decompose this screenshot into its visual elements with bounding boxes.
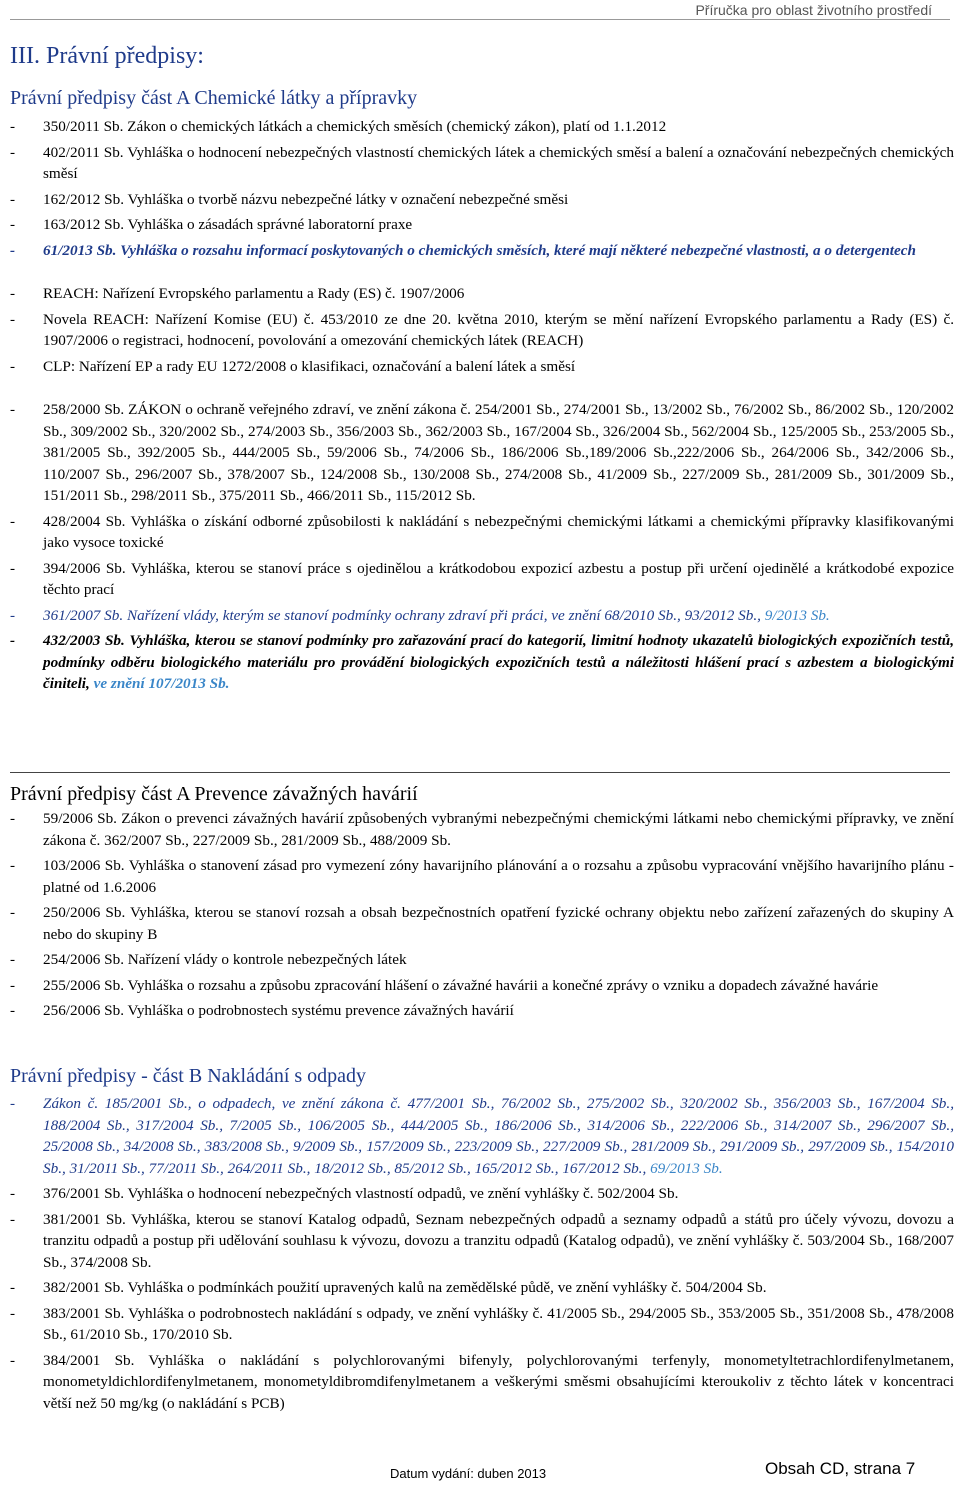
list-item: - 402/2011 Sb. Vyhláška o hodnocení nebezpečných vlastností chemických látek a chemických směsí a balení a označování nebezpečných chemických směsí — [10, 142, 954, 185]
list-item: - 163/2012 Sb. Vyhláška o zásadách správné laboratorní praxe — [10, 214, 954, 236]
item-text: 432/2003 Sb. Vyhláška, kterou se stanoví podmínky pro zařazování prací do kategorií, limitní hodnoty ukazatelů biologických expozičních testů, podmínky odběru biologického materiálu pro provádění biologických expozičních testů a náležitosti hlášení prací s azbestem a biologickými činiteli, — [43, 632, 954, 692]
list-item: - 383/2001 Sb. Vyhláška o podrobnostech nakládání s odpady, ve znění vyhlášky č. 41/2005 Sb., 294/2005 Sb., 353/2005 Sb., 351/2008 Sb., 478/2008 Sb., 61/2010 Sb., 170/2010 Sb. — [10, 1303, 954, 1346]
item-text: Zákon č. 185/2001 Sb., o odpadech, ve znění zákona č. 477/2001 Sb., 76/2002 Sb., 275/2002 Sb., 320/2002 Sb., 356/2003 Sb., 167/2004 Sb., 188/2004 Sb., 317/2004 Sb., 7/2005 Sb., 106/2005 Sb., 444/2005 Sb., 186/2006 Sb., 314/2006 Sb., 222/2006 Sb., 314/2007 Sb., 296/2007 Sb., 25/2008 Sb., 34/2008 Sb., 383/2008 Sb., 9/2009 Sb., 157/2009 Sb., 223/2009 Sb., 227/2009 Sb., 281/2009 Sb., 291/2009 Sb., 297/2009 Sb., 154/2010 Sb., 31/2011 Sb., 77/2011 Sb., 264/2011 Sb., 18/2012 Sb., 85/2012 Sb., 165/2012 Sb., 167/2012 Sb., — [43, 1095, 954, 1177]
list-item: - 162/2012 Sb. Vyhláška o tvorbě názvu nebezpečné látky v označení nebezpečné směsi — [10, 189, 954, 211]
section-heading-chemicals: Právní předpisy část A Chemické látky a přípravky — [10, 87, 418, 109]
chemicals-list — [10, 116, 954, 699]
list-item: - 250/2006 Sb. Vyhláška, kterou se stanoví rozsah a obsah bezpečnostních opatření fyzické ochrany objektu nebo zařízení zařazených do skupiny A nebo do skupiny B — [10, 902, 954, 945]
running-header: Příručka pro oblast životního prostředí — [695, 2, 932, 18]
header-rule — [10, 19, 950, 20]
list-item: - 381/2001 Sb. Vyhláška, kterou se stanoví Katalog odpadů, Seznam nebezpečných odpadů a seznamy odpadů a států pro účely vývozu, dovozu a tranzitu odpadů a postup při udělování souhlasu k vývozu, dovozu a tranzitu odpadů (Katalog odpadů), ve znění vyhlášky č. 503/2004 Sb., 168/2007 Sb., 374/2008 Sb. — [10, 1209, 954, 1274]
list-item: - 428/2004 Sb. Vyhláška o získání odborné způsobilosti k nakládání s nebezpečnými chemickými látkami a chemickými přípravky klasifikovanými jako vysoce toxické — [10, 511, 954, 554]
list-item: - 61/2013 Sb. Vyhláška o rozsahu informací poskytovaných o chemických směsích, které mají některé nebezpečné vlastnosti, a o detergentech — [10, 240, 954, 262]
list-item: - REACH: Nařízení Evropského parlamentu a Rady (ES) č. 1907/2006 — [10, 283, 954, 305]
list-item: - 394/2006 Sb. Vyhláška, kterou se stanoví práce s ojedinělou a krátkodobou expozicí azbestu a postup při určení ojedinělé a krátkodobé expozice těchto prací — [10, 558, 954, 601]
section-divider — [10, 772, 950, 773]
list-item: - 376/2001 Sb. Vyhláška o hodnocení nebezpečných vlastností odpadů, ve znění vyhlášky č. 502/2004 Sb. — [10, 1183, 954, 1205]
list-item: - 384/2001 Sb. Vyhláška o nakládání s polychlorovanými bifenyly, polychlorovanými terfenyly, monometyltetrachlordifenylmetanem, monometyldichlordifenylmetanem, monometyldibromdifenylmetanem a veškerými směsmi obsahujícími kteroukoliv z těchto látek v koncentraci větší než 50 mg/kg (o nakládání s PCB) — [10, 1350, 954, 1415]
amendment-link[interactable]: 9/2013 Sb. — [764, 606, 830, 624]
section-heading-accidents: Právní předpisy část A Prevence závažných havárií — [10, 783, 418, 805]
page-title: III. Právní předpisy: — [10, 43, 204, 69]
list-item: - 256/2006 Sb. Vyhláška o podrobnostech systému prevence závažných havárií — [10, 1000, 954, 1022]
amendment-link[interactable]: ve znění 107/2013 Sb. — [93, 675, 230, 692]
accidents-list — [10, 808, 954, 1026]
list-item: - 350/2011 Sb. Zákon o chemických látkách a chemických směsích (chemický zákon), platí od 1.1.2012 — [10, 116, 954, 138]
list-item — [10, 1093, 954, 1179]
list-item: - 382/2001 Sb. Vyhláška o podmínkách použití upravených kalů na zemědělské půdě, ve znění vyhlášky č. 504/2004 Sb. — [10, 1277, 954, 1299]
list-item — [10, 630, 954, 695]
waste-list — [10, 1093, 954, 1418]
section-heading-waste: Právní předpisy - část B Nakládání s odpady — [10, 1065, 367, 1087]
list-item: - 258/2000 Sb. ZÁKON o ochraně veřejného zdraví, ve znění zákona č. 254/2001 Sb., 274/2001 Sb., 13/2002 Sb., 76/2002 Sb., 86/2002 Sb., 120/2002 Sb., 309/2002 Sb., 320/2002 Sb., 274/2003 Sb., 356/2003 Sb., 362/2003 Sb., 167/2004 Sb., 326/2004 Sb., 562/2004 Sb., 125/2005 Sb., 253/2005 Sb., 381/2005 Sb., 392/2005 Sb., 444/2005 Sb., 59/2006 Sb., 74/2006 Sb., 186/2006 Sb.,189/2006 Sb.,222/2006 Sb., 264/2006 Sb., 342/2006 Sb., 110/2007 Sb., 296/2007 Sb., 378/2007 Sb., 124/2008 Sb., 130/2008 Sb., 274/2008 Sb., 41/2009 Sb., 227/2009 Sb., 281/2009 Sb., 301/2009 Sb., 151/2011 Sb., 298/2011 Sb., 375/2011 Sb., 466/2011 Sb., 115/2012 Sb. — [10, 399, 954, 507]
amendment-link[interactable]: 69/2013 Sb. — [650, 1159, 723, 1177]
footer-page-number: Obsah CD, strana 7 — [765, 1459, 916, 1478]
list-item: - 254/2006 Sb. Nařízení vlády o kontrole nebezpečných látek — [10, 949, 954, 971]
item-text: 361/2007 Sb. Nařízení vlády, kterým se stanoví podmínky ochrany zdraví při práci, ve znění 68/2010 Sb., 93/2012 Sb., — [43, 606, 765, 624]
list-item — [10, 605, 954, 627]
list-item: - CLP: Nařízení EP a rady EU 1272/2008 o klasifikaci, označování a balení látek a směsí — [10, 356, 954, 378]
list-item: - 59/2006 Sb. Zákon o prevenci závažných havárií způsobených vybranými nebezpečnými chemickými látkami nebo chemickými přípravky, ve znění zákona č. 362/2007 Sb., 227/2009 Sb., 281/2009 Sb., 488/2009 Sb. — [10, 808, 954, 851]
footer-date: Datum vydání: duben 2013 — [390, 1466, 547, 1481]
list-item: - Novela REACH: Nařízení Komise (EU) č. 453/2010 ze dne 20. května 2010, kterým se mění nařízení Evropského parlamentu a Rady (ES) č. 1907/2006 o registraci, hodnocení, povolování a omezování chemických látek (REACH) — [10, 309, 954, 352]
list-item: - 255/2006 Sb. Vyhláška o rozsahu a způsobu zpracování hlášení o závažné havárii a konečné zprávy o vzniku a dopadech závažné havárie — [10, 975, 954, 997]
list-item: - 103/2006 Sb. Vyhláška o stanovení zásad pro vymezení zóny havarijního plánování a o rozsahu a způsobu vypracování vnějšího havarijního plánu - platné od 1.6.2006 — [10, 855, 954, 898]
